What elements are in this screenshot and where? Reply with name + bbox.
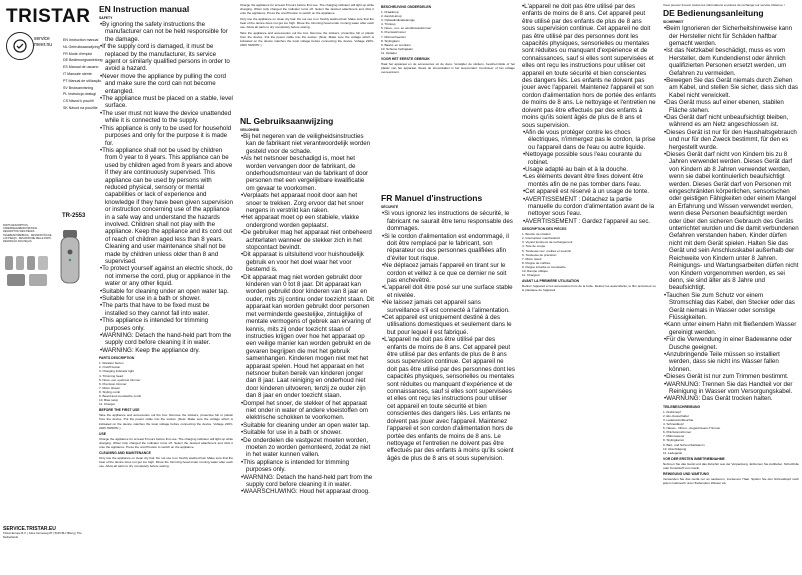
part-item: 10. Bias ramp	[99, 398, 119, 403]
nl-continued-column	[378, 0, 518, 575]
safety-item: • Si vous ignorez les instructions de sécurité, le fabricant ne saurait être tenu responsable des dommages.	[381, 210, 515, 232]
part-item: 2. Aan/uit-knop	[381, 14, 402, 19]
part-item: 6. Precision trimmer	[99, 381, 127, 386]
safety-item: • AVERTISSEMENT : Gardez l'appareil au sec.	[522, 218, 656, 225]
safety-item: • This appliance is intended for trimming purposes only.	[240, 459, 374, 474]
part-item: 2. Ein-/Ausschalter	[663, 413, 689, 418]
part-item: 3. Voyant lumineux de rechargement	[522, 240, 573, 245]
safety-item: • Verplaats het apparaat nooit door aan het snoer te trekken. Zorg ervoor dat het snoer nergens in verstrikt kan raken.	[240, 192, 374, 214]
trimmer-illustration-icon	[54, 228, 86, 288]
service-label: service meer.nu	[34, 36, 53, 48]
safety-item: • AVERTISSEMENT : Détachez la partie manuelle du cordon d'alimentation avant de la nettoyer sous l'eau.	[522, 196, 656, 218]
part-item: 5. Nasen-, Ohren-, Augenbrauen-Trimmer	[663, 426, 721, 431]
cleaning-text: Only use the appliance on clean dry hair. Do not use it on freshly washed hair. Make sure that the heat of the device does not get too high. Rinse the trimming head under running water after each use. Allow all parts to dry completely before storing.	[240, 16, 374, 29]
language-entry: IT Manuale utente	[63, 71, 92, 76]
language-entry: SK Návod na použitie	[63, 105, 98, 110]
cleaning-heading: REINIGUNG UND WARTUNG	[663, 472, 709, 477]
safety-item: • Si le cordon d'alimentation est endommagé, il doit être remplacé par le fabricant, son réparateur ou des personnes qualifiées afin d'éviter tout risque.	[381, 233, 515, 263]
language-entry: FR Mode d'emploi	[63, 51, 93, 56]
safety-item: • Ne déplacez jamais l'appareil en tirant sur le cordon et veillez à ce que ce dernier ne soit pas enchevêtré.	[381, 262, 515, 284]
part-item: 4. Tête de coupe	[522, 244, 546, 249]
before-use-text: Take the appliance and accessories out the box. Remove the stickers, protective foil or plastic from the device. Put the power cable into the socket. (Note: Make sure the voltage which is indicated on the device matches the local voltage before connecting the device. Voltage 220V-240V 50/60Hz.)	[99, 413, 233, 430]
safety-item: • Nettoyage possible sous l'eau courante du robinet.	[522, 151, 656, 166]
safety-item: • Het apparaat moet op een stabiele, vlakke ondergrond worden geplaatst.	[240, 214, 374, 229]
part-item: 4. Schneidkopf	[663, 422, 684, 427]
section-title-nl: NL Gebruiksaanwijzing	[240, 115, 334, 126]
service-url: SERVICE.TRISTAR.EU	[3, 526, 56, 532]
use-text: Charge the appliance for at least 8 hours before first use. The charging indicator will light up while charging. When fully charged the indicator turns off. Select the desired attachment and click it onto the appliance. Press the on/off button to switch on the appliance.	[240, 3, 374, 16]
safety-item: • De onderdelen die vastgezet moeten worden, moeten zo worden gemonteerd, zodat ze niet in het water kunnen vallen.	[240, 437, 374, 459]
safety-item: • Das Gerät darf nicht unbeaufsichtigt bleiben, während es am Netz angeschlossen ist.	[663, 114, 799, 129]
safety-item: • WARNUNG: Trennen Sie das Handteil vor der Reinigung in Wasser vom Versorgungskabel.	[663, 381, 799, 396]
part-item: 1. Bouton de rotation	[522, 232, 551, 237]
en-column	[96, 0, 236, 575]
part-item: 1. Drehknopf	[663, 409, 681, 414]
safety-item: • If the supply cord is damaged, it must be replaced by the manufacturer, its service agent or similarly qualified persons in order to avoid a hazard.	[99, 43, 233, 73]
part-item: 10. Rampe oblique	[522, 269, 548, 274]
part-item: 4. Trimkop	[381, 22, 396, 27]
safety-item: • Dieses Gerät darf nicht von Kindern bis zu 8 Jahren verwendet werden. Dieses Gerät darf von Kindern ab 8 Jahren verwendet werden, wenn sie dabei kontinuierlich beaufsichtigt werden. Dieses Gerät darf von Personen mit eingeschränkten körperlichen, sensorischen oder geistigen Fähigkeiten oder einem Mangel an Erfahrung und Wissen verwendet werden, wenn diese Personen beaufsichtigt werden oder über den sicheren Gebrauch des Geräts unterrichtet wurden und die damit verbundenen Gefahren verstanden haben. Kinder dürfen nicht mit dem Gerät spielen. Halten Sie das Gerät und sein Anschlusskabel außerhalb der Reichweite von Kindern unter 8 Jahren. Reinigungs- und Wartungsarbeiten dürfen nicht von Kindern vorgenommen werden, es sei denn, sie sind älter als 8 Jahre und beaufsichtigt.	[663, 151, 799, 292]
safety-item: • L'appareil doit être posé sur une surface stable et nivelée.	[381, 284, 515, 299]
safety-item: • Afin de vous protéger contre les chocs électriques, n'immergez pas le cordon, la prise ou l'appareil dans de l'eau ou autre liquide.	[522, 129, 656, 151]
safety-item: • Das Gerät muss auf einer ebenen, stabilen Fläche stehen.	[663, 99, 799, 114]
part-item: 1. Draaiknop	[381, 10, 399, 14]
part-item: 5. Neus-, oor- en wenkbrauwtrimmer	[381, 26, 432, 31]
safety-item: • Ist das Netzkabel beschädigt, muss es vom Hersteller, dem Kundendienst oder ähnlich qualifizierten Personen ersetzt werden, um Gefahren zu vermeiden.	[663, 47, 799, 77]
part-item: 3. Charging indicator light	[99, 369, 135, 374]
language-entry: EN Instruction manual	[63, 38, 99, 42]
parts-legend-note: PARTS DESCRIPTION · ONDERDELENBESCHRIJVING · DESCRIPTION DES PIÈCES · TEILEBESCHREIBUNG · DESCRIPCIÓN DE LAS PIEZAS · DESCRIZIONE DELLE PARTI · DESCRIÇÃO DAS PEÇAS	[3, 224, 53, 244]
part-item: 2. Interrupteur marche/arrêt	[522, 236, 560, 241]
safety-heading: VEILIGHEID	[240, 127, 260, 132]
service-icon	[6, 32, 34, 60]
before-use-text: Haal het apparaat en de accessoires uit de doos. Verwijder de stickers, beschermfolie of het plastic van het apparaat. Steek de stroomkabel in het stopcontact. Controleer of het voltage overeenkomt.	[381, 62, 515, 75]
parts-heading: BESCHRIJVING ONDERDELEN	[381, 5, 432, 9]
before-use-heading: AVANT LA PREMIÈRE UTILISATION	[522, 279, 580, 284]
service-contact	[3, 526, 93, 539]
section-title-en: EN Instruction manual	[99, 4, 190, 14]
safety-item: • De gebruiker mag het apparaat niet onbeheerd achterlaten wanneer de stekker zich in het stopcontact bevindt.	[240, 229, 374, 251]
safety-item: • Cet appareil est réservé à un usage de tonte.	[522, 188, 656, 195]
safety-item: • Suitable for cleaning under an open water tap.	[99, 288, 233, 295]
part-item: 6. Tondeuse de précision	[522, 252, 557, 257]
safety-item: • Cet appareil est uniquement destiné à des utilisations domestiques et seulement dans le but pour lequel il est fabriqué.	[381, 314, 515, 336]
safety-item: • Suitable for use in a bath or shower.	[99, 295, 233, 302]
use-text: Charge the appliance for at least 8 hours before first use. The charging indicator will light up while charging. When fully charged the indicator turns off. Select the desired attachment and click it onto the appliance. Press the on/off button to switch on the appliance.	[99, 436, 233, 449]
safety-item: • Kann unter einem Hahn mit fließendem Wasser gereinigt werden.	[663, 321, 799, 336]
part-item: 2. On/off button	[99, 365, 121, 370]
safety-item: • Suitable for cleaning under an open water tap.	[240, 422, 374, 429]
parts-heading: DESCRIPTION DES PIÈCES	[522, 227, 567, 232]
part-item: 6. Precisietrimmer	[381, 30, 406, 35]
safety-heading: SICHERHEIT	[663, 20, 684, 25]
before-use-heading: BEFORE THE FIRST USE	[99, 408, 140, 413]
safety-item: • This appliance is intended for trimming purposes only.	[99, 317, 233, 332]
language-entry: ES Manual de usuario	[63, 65, 99, 70]
service-intro: Vous pouvez trouver toutes les informations et pièces de rechange sur service.tristar.eu !	[663, 3, 785, 7]
before-use-text: Take the appliance and accessories out the box. Remove the stickers, protective foil or plastic from the device. Put the power cable into the socket. (Note: Make sure the voltage which is indicated on the device matches the local voltage before connecting the device. Voltage 220V-240V 50/60Hz.)	[240, 30, 374, 47]
safety-item: • By ignoring the safety instructions the manufacturer can not be held responsible for the damage.	[99, 21, 233, 43]
language-entry: PT Manual de utilização	[63, 78, 102, 83]
parts-heading: TEILEBESCHREIBUNG	[663, 404, 701, 409]
safety-item: • Tauchen Sie zum Schutz vor einem Stromschlag das Kabel, den Stecker oder das Gerät niemals in Wasser oder sonstige Flüssigkeiten.	[663, 292, 799, 322]
safety-item: • This appliance is only to be used for household purposes and only for the purpose it is made for.	[99, 125, 233, 147]
part-item: 4. Trimming head	[99, 373, 123, 378]
safety-item: • Dieses Gerät ist nur für den Haushaltsgebrauch und nur für den Zweck bestimmt, für den es hergestellt wurde.	[663, 129, 799, 151]
safety-item: • Suitable for use in a bath or shower.	[240, 429, 374, 436]
brand-logo: TRISTAR	[6, 6, 91, 27]
safety-item: • Dompel het snoer, de stekker of het apparaat niet onder in water of andere vloeistoffen om elektrische schokken te voorkomen.	[240, 400, 374, 422]
language-entry: NL Gebruiksaanwijzing	[63, 44, 100, 49]
safety-item: • The user must not leave the device unattended while it is connected to the supply.	[99, 110, 233, 125]
safety-item: • This appliance shall not be used by children from 0 year to 8 years. This appliance can be used by children aged from 8 years and above if they are continuously supervised. This appliance can be used by persons with reduced physical, sensory or mental capabilities or lack of experience and knowledge if they have been given supervision or instruction concerning use of the appliance in a safe way and understand the hazards involved. Children shall not play with the appliance. Keep the appliance and its cord out of reach of children aged less than 8 years. Cleaning and user maintenance shall not be made by children unless older than 8 and supervised.	[99, 147, 233, 266]
part-item: 8. Stylingkam	[381, 38, 400, 43]
safety-item: • Dit apparaat is uitsluitend voor huishoudelijk gebruik en voor het doel waar het voor bestemd is.	[240, 251, 374, 273]
language-entry: SV Bruksanvisning	[63, 85, 94, 90]
safety-item: • Bij het negeren van de veiligheidsinstructies kan de fabrikant niet verantwoordelijk worden gesteld voor de schade.	[240, 133, 374, 155]
part-item: 8. Styling comb	[99, 389, 121, 394]
section-title-de: DE Bedienungsanleitung	[663, 8, 764, 19]
part-item: 5. Tondeuse nez, oreilles et sourcils	[522, 248, 571, 253]
section-title-fr: FR Manuel d'instructions	[381, 193, 483, 204]
language-entry: DE Bedienungsanleitung	[63, 58, 103, 63]
en-continued-column	[237, 0, 377, 575]
part-item: 9. Bart- und Schnurrbartkamm	[663, 442, 705, 447]
de-column	[660, 0, 802, 575]
cleaning-heading: CLEANING AND MAINTENANCE	[99, 450, 151, 455]
part-item: 11. Oplader	[381, 50, 397, 55]
model-number: TR-2553	[62, 213, 86, 219]
part-item: 7. Micro rasoir	[522, 256, 542, 261]
before-use-text: Retirez l'appareil et les accessoires hors de la boîte. Retirez les autocollants, le film protecteur ou le plastique de l'appareil.	[522, 284, 656, 293]
safety-item: • Für die Verwendung in einer Badewanne oder Dusche geeignet.	[663, 336, 799, 351]
safety-item: • WAARSCHUWING: Houd het apparaat droog.	[240, 488, 374, 495]
part-item: 7. Micro shaver	[99, 385, 121, 390]
safety-item: • Bewegen Sie das Gerät niemals durch Ziehen am Kabel, und stellen Sie sicher, dass sich das Kabel nicht verwickelt.	[663, 77, 799, 99]
safety-item: • To protect yourself against an electric shock, do not immerse the cord, plug or appliance in the water or any other liquid.	[99, 265, 233, 287]
safety-item: • WARNUNG: Das Gerät trocken halten.	[663, 395, 799, 402]
part-item: 10. Schuine hellingkam	[381, 46, 413, 51]
safety-item: • Anzubringende Teile müssen so installiert werden, dass sie nicht ins Wasser fallen können.	[663, 351, 799, 373]
part-item: 7. Microscheerder	[381, 34, 406, 39]
safety-item: • WARNING: Detach the hand-held part from the supply cord before cleaning it in water.	[240, 474, 374, 489]
safety-item: • Dieses Gerät ist nur zum Trimmen bestimmt.	[663, 373, 799, 380]
part-item: 11. Chargeur	[522, 273, 540, 278]
part-item: 11. Charger	[99, 402, 116, 407]
part-item: 3. Ladekontrollleuchte	[663, 418, 694, 422]
safety-item: • L'appareil ne doit pas être utilisé par des enfants de moins de 8 ans. Cet appareil peut être utilisé par des enfants de plus de 8 ans sous supervision continue. Cet appareil ne doit pas être utilisé par des personnes dont les capacités physiques, sensorielles ou mentales sont réduites ou manquant d'expérience et de connaissances, sauf si elles sont supervisées et elles ont reçu les instructions pour utiliser cet appareil en toute sécurité et bien conscientes des dangers liés. Les enfants ne doivent pas jouer avec l'appareil. Maintenez l'appareil et son cordon d'alimentation hors de portée des enfants de moins de 8 ans. Le nettoyage et l'entretien ne doivent pas être effectués par des enfants à moins qu'ils soient âgés de plus de 8 ans et sous supervision.	[522, 3, 656, 129]
parts-heading: PARTS DESCRIPTION	[99, 356, 135, 361]
part-item: 5. Nose, ear, eyebrow trimmer	[99, 377, 141, 382]
language-entry: PL Instrukcja obsługi	[63, 92, 97, 97]
before-use-heading: VOOR HET EERSTE GEBRUIK	[381, 57, 430, 62]
safety-item: • WARNING: Keep the appliance dry.	[99, 347, 233, 354]
part-item: 9. Baard- en snorkam	[381, 42, 411, 47]
part-item: 10. Abschrägung	[663, 446, 687, 451]
part-item: 9. Peigne à barbe et moustache	[522, 264, 566, 269]
safety-item: • Usage adapté au bain et à la douche.	[522, 166, 656, 173]
part-item: 11. Ladegerät	[663, 450, 682, 455]
part-item: 1. Rotation button	[99, 361, 124, 366]
safety-item: • Beim Ignorieren der Sicherheitshinweise kann der Hersteller nicht für Schäden haftbar gemacht werden.	[663, 25, 799, 47]
use-heading: USE	[99, 431, 106, 436]
cleaning-text: Only use the appliance on clean dry hair. Do not use it on freshly washed hair. Make sure that the heat of the device does not get too high. Rinse the trimming head under running water after each use. Allow all parts to dry completely before storing.	[99, 455, 233, 469]
service-address: Tristar Europe B.V. | Jules Verneweg 87 | 5015 BH Tilburg | The Netherlands	[3, 531, 82, 539]
part-item: 8. Peigne de coiffure	[522, 260, 551, 265]
language-entry: CS Návod k použití	[63, 99, 94, 104]
safety-item: • Les éléments devant être fixes doivent être montés afin de ne pas tomber dans l'eau.	[522, 173, 656, 188]
before-use-text: Nehmen Sie das Gerät und das Zubehör aus der Verpackung. Entfernen Sie Aufkleber, Schutzfolie oder Kunststoff vom Gerät.	[663, 461, 799, 470]
fr-continued-column	[519, 0, 659, 575]
safety-item: • The parts that have to be fixed must be installed so they cannot fall into water.	[99, 302, 233, 317]
part-item: 8. Stylingkamm	[663, 438, 685, 443]
safety-item: • Ne laissez jamais cet appareil sans surveillance s'il est connecté à l'alimentation.	[381, 299, 515, 314]
safety-heading: SÉCURITÉ	[381, 205, 399, 210]
safety-item: • L'appareil ne doit pas être utilisé par des enfants de moins de 8 ans. Cet appareil peut être utilisé par des enfants de plus de 8 ans sous supervision continue. Cet appareil ne doit pas être utilisé par des personnes dont les capacités physiques, sensorielles ou mentales sont réduites ou manquant d'expérience et de connaissances, sauf si elles sont supervisées et elles ont reçu les instructions pour utiliser cet appareil en toute sécurité et bien conscientes des dangers liés. Les enfants ne doivent pas jouer avec l'appareil. Maintenez l'appareil et son cordon d'alimentation hors de portée des enfants de moins de 8 ans. Le nettoyage et l'entretien ne doivent pas être effectués par des enfants à moins qu'ils soient âgés de plus de 8 ans et sous supervision.	[381, 336, 515, 462]
safety-item: • Never move the appliance by pulling the cord and make sure the cord can not become entangled.	[99, 73, 233, 95]
accessories-illustration-icon	[3, 252, 51, 292]
part-item: 9. Beard and moustache comb	[99, 394, 142, 399]
part-item: 6. Präzisionstrimmer	[663, 430, 692, 435]
before-use-heading: VOR DER ERSTEN INBETRIEBNAHME	[663, 456, 725, 461]
safety-item: • Dit apparaat mag niet worden gebruikt door kinderen van 0 tot 8 jaar. Dit apparaat kan worden gebruikt door kinderen van 8 jaar en ouder, mits zij continu onder toezicht staan. Dit apparaat kan worden gebruikt door personen met verminderde geestelijke, zintuiglijke of mentale vermogens of gebrek aan ervaring of kennis, mits zij onder toezicht staan of instructies krijgen over hoe het apparaat op een veilige manier kan worden gebruikt en de gevaren begrijpen die met het gebruik samenhangen. Kinderen mogen niet met het apparaat spelen. Houd het apparaat en het netsnoer buiten bereik van kinderen jonger dan 8 jaar. Laat reiniging en onderhoud niet door kinderen uitvoeren, tenzij ze ouder zijn dan 8 jaar en onder toezicht staan.	[240, 274, 374, 400]
safety-item: • Als het netsnoer beschadigd is, moet het worden vervangen door de fabrikant, de onderhoudsmonteur van de fabrikant of door personen met een vergelijkbare kwalificatie om gevaar te voorkomen.	[240, 155, 374, 192]
safety-item: • The appliance must be placed on a stable, level surface.	[99, 95, 233, 110]
safety-heading: SAFETY	[99, 16, 113, 20]
cleaning-text: Verwenden Sie das Gerät nur an sauberem, trockenem Haar. Spülen Sie den Schneidkopf nach jedem Gebrauch unter fließendem Wasser ab.	[663, 477, 799, 486]
part-item: 3. Oplaadindicatielampje	[381, 18, 415, 23]
part-item: 7. Mikrorasierer	[663, 434, 685, 439]
safety-item: • WARNING: Detach the hand-held part from the supply cord before cleaning it in water.	[99, 332, 233, 347]
